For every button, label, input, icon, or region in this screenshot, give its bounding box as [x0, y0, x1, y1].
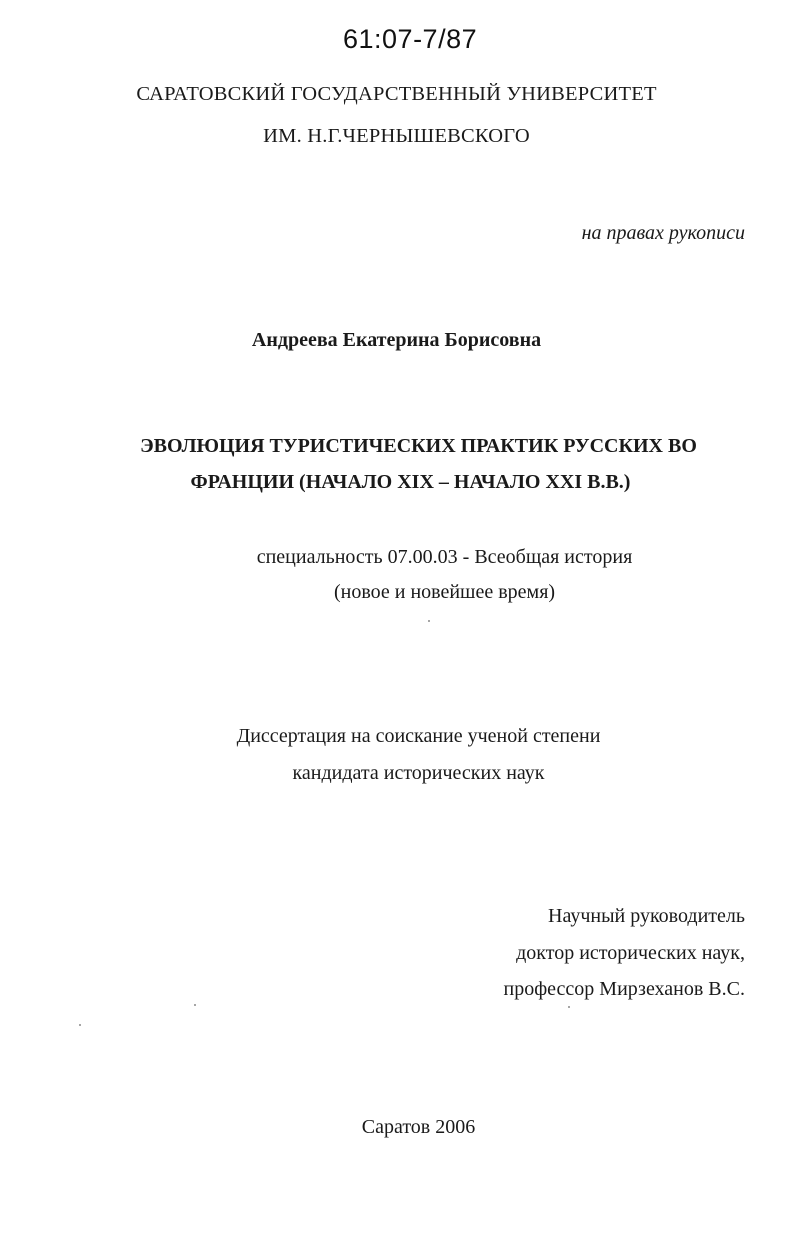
manuscript-note: на правах рукописи: [581, 222, 745, 244]
scan-speck: [428, 620, 430, 622]
dissertation-degree-line1: Диссертация на соискание ученой степени: [236, 725, 601, 747]
thesis-title-line2: ФРАНЦИИ (НАЧАЛО XIX – НАЧАЛО XXI В.В.): [190, 471, 631, 493]
university-name-line1: САРАТОВСКИЙ ГОСУДАРСТВЕННЫЙ УНИВЕРСИТЕТ: [136, 83, 657, 105]
scan-speck: [79, 1024, 81, 1026]
archive-stamp: 61:07-7/87: [343, 24, 478, 54]
city-year: Саратов 2006: [361, 1116, 476, 1138]
scan-speck: [568, 1006, 570, 1008]
dissertation-degree-line2: кандидата исторических наук: [292, 762, 545, 784]
specialty-line2: (новое и новейшее время): [333, 581, 556, 603]
thesis-title-line1: ЭВОЛЮЦИЯ ТУРИСТИЧЕСКИХ ПРАКТИК РУССКИХ ВО: [140, 435, 697, 457]
specialty-line1: специальность 07.00.03 - Всеобщая история: [256, 546, 633, 568]
author-name: Андреева Екатерина Борисовна: [251, 329, 542, 351]
supervisor-name: профессор Мирзеханов В.С.: [503, 978, 745, 1000]
scan-speck: [194, 1004, 196, 1006]
university-name-line2: ИМ. Н.Г.ЧЕРНЫШЕВСКОГО: [263, 125, 530, 147]
supervisor-label: Научный руководитель: [548, 905, 745, 927]
supervisor-degree: доктор исторических наук,: [516, 942, 745, 964]
